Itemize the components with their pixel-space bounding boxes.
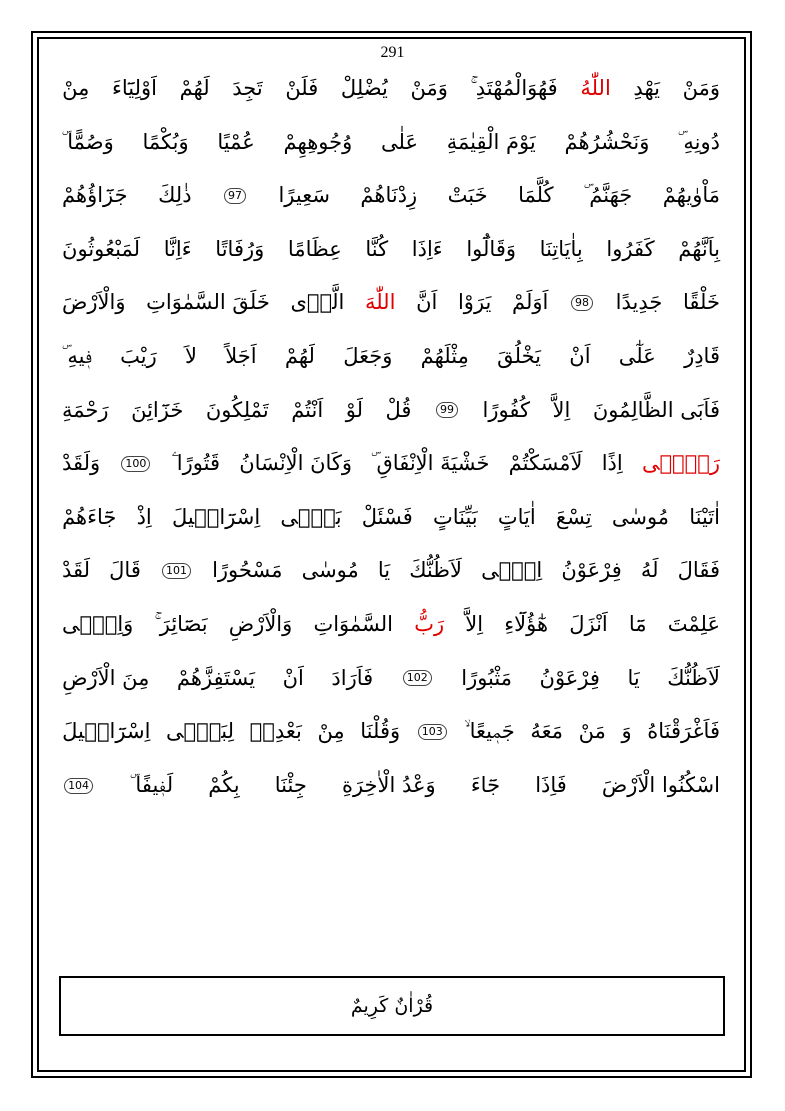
text-word: يَا bbox=[627, 665, 640, 690]
text-word: بِاَنَّهُمْ bbox=[678, 236, 720, 261]
text-word: الَّذٖى bbox=[290, 290, 345, 315]
text-line bbox=[62, 384, 720, 438]
text-word: يَسْتَفِزَّهُمْ bbox=[176, 665, 256, 690]
text-word: كُفُورًا bbox=[482, 397, 530, 422]
text-word: لَوْ bbox=[345, 397, 363, 422]
text-word: وَكَانَ الْاِنْسَانُ bbox=[239, 451, 353, 476]
text-word: مَاْوٰيهُمْ bbox=[662, 183, 720, 208]
text-word: وَبُكْمًا bbox=[142, 129, 189, 154]
divine-name-word: اللّٰهُ bbox=[580, 76, 611, 100]
text-word: يَهْدِ bbox=[633, 76, 660, 100]
text-word: اَنَّ bbox=[416, 290, 438, 315]
text-word: وَ bbox=[621, 719, 632, 744]
divine-name-word: اللّٰهَ bbox=[364, 290, 396, 315]
text-word: كُلَّمَا bbox=[518, 183, 554, 208]
text-line bbox=[62, 62, 720, 116]
text-word: لَاَظُنُّكَ bbox=[409, 558, 462, 583]
page-number: 291 bbox=[380, 44, 405, 61]
text-line bbox=[62, 437, 720, 491]
text-word: جَمٖيعًا ۙ bbox=[464, 719, 515, 744]
ayah-number-marker: 102 bbox=[403, 670, 432, 686]
text-word: سَعِيرًا bbox=[278, 183, 330, 208]
text-word: عَلِمْتَ bbox=[667, 611, 720, 636]
text-word: مِنَ الْاَرْضِ bbox=[62, 665, 150, 690]
text-word: اَوْلِيَٓاءَ bbox=[111, 76, 157, 100]
footer-box bbox=[59, 976, 725, 1036]
text-word: فَلَنْ bbox=[285, 76, 319, 100]
text-word: لاَ bbox=[185, 343, 197, 368]
text-word: جَٓاءَهُمْ bbox=[62, 504, 117, 529]
text-line bbox=[62, 116, 720, 170]
text-word: جَهَنَّمُ ۜ bbox=[584, 183, 633, 208]
text-word: يَرَوْا bbox=[457, 290, 492, 315]
text-line bbox=[62, 705, 720, 759]
text-word: اَوَلَمْ bbox=[512, 290, 549, 315]
text-word: قَتُورًا ۧ bbox=[171, 451, 221, 476]
footer-label: قُرْاٰنٌ كَرِيمٌ bbox=[350, 995, 434, 1017]
text-word: وَقَالُٓوا bbox=[466, 236, 517, 261]
text-word: اٰتَيْنَا bbox=[689, 504, 720, 529]
text-word: فَاَبَى الظَّالِمُونَ bbox=[592, 397, 720, 422]
text-word: رَيْبَ bbox=[120, 343, 157, 368]
text-word: مِنْ bbox=[317, 719, 345, 744]
text-word: جَزَٓاؤُهُمْ bbox=[62, 183, 128, 208]
text-word: مُوسٰى bbox=[301, 558, 359, 583]
text-word: مَنْ bbox=[578, 719, 606, 744]
text-word: اِلاَّ bbox=[552, 397, 571, 422]
text-word: تَمْلِكُونَ bbox=[205, 397, 269, 422]
divine-name-word: رَبُّ bbox=[414, 611, 445, 636]
text-word: وَمَنْ bbox=[682, 76, 720, 100]
text-word: مَثْبُورًا bbox=[461, 665, 512, 690]
text-word: وَقُلْنَا bbox=[360, 719, 401, 744]
text-word: دُونِهِ ۜ bbox=[678, 129, 720, 154]
text-word: مِنْ bbox=[62, 76, 90, 100]
text-word: قَادِرٌ bbox=[684, 343, 720, 368]
text-word: السَّمٰوَاتِ bbox=[313, 611, 394, 636]
text-word: بَنٖٓى bbox=[280, 504, 342, 529]
text-word: جَدِيدًا bbox=[615, 290, 663, 315]
text-word: اَنْ bbox=[569, 343, 591, 368]
text-word: قُلْ bbox=[385, 397, 412, 422]
text-word: ءَاِذَا bbox=[411, 236, 443, 261]
quran-text-block bbox=[62, 62, 720, 812]
text-word: لَهُ bbox=[640, 558, 659, 583]
text-word: اَنْ bbox=[282, 665, 304, 690]
text-word: يَخْلُقَ bbox=[497, 343, 541, 368]
text-word: مُوسٰى bbox=[611, 504, 670, 529]
text-word: يَوْمَ الْقِيٰمَةِ bbox=[446, 129, 536, 154]
text-word: اَجَلاً bbox=[225, 343, 257, 368]
text-word: اِلاَّ bbox=[465, 611, 484, 636]
text-word: خَبَتْ bbox=[447, 183, 488, 208]
text-word: خَلْقًا bbox=[683, 290, 720, 315]
text-line bbox=[62, 276, 720, 330]
text-word: وَالْاَرْضِ bbox=[228, 611, 293, 636]
text-word: لَاَظُنُّكَ bbox=[667, 665, 720, 690]
text-word: كُنَّا bbox=[365, 236, 389, 261]
text-line bbox=[62, 491, 720, 545]
text-word: كَفَرُوا bbox=[606, 236, 655, 261]
text-word: فَاَرَادَ bbox=[331, 665, 374, 690]
text-word: قَالَ bbox=[109, 558, 141, 583]
text-word: وَعْدُ الْاٰخِرَةِ bbox=[341, 772, 436, 797]
text-line bbox=[62, 652, 720, 706]
text-word: تِسْعَ bbox=[555, 504, 592, 529]
text-word: لِبَنٖٓى bbox=[166, 719, 235, 744]
text-word: لَمَبْعُوثُونَ bbox=[62, 236, 141, 261]
text-word: اِسْرَٓائٖيلَ bbox=[171, 504, 261, 529]
text-word: وَرُفَاتًا bbox=[215, 236, 265, 261]
text-word: فَاِذَا bbox=[535, 772, 567, 797]
text-word: فِرْعَوْنُ bbox=[561, 558, 622, 583]
text-word: خَشْيَةَ الْاِنْفَاقِ ۜ bbox=[371, 451, 490, 476]
text-word: خَلَقَ السَّمٰوَاتِ bbox=[146, 290, 270, 315]
text-word: مِثْلَهُمْ bbox=[420, 343, 469, 368]
text-word: فَسْئَلْ bbox=[361, 504, 413, 529]
text-word: فَاَغْرَقْنَاهُ bbox=[647, 719, 720, 744]
divine-name-word: رَبّٖٓى bbox=[641, 451, 720, 476]
text-word: اسْكُنُوا الْاَرْضَ bbox=[601, 772, 720, 797]
text-word: جَٓاءَ bbox=[470, 772, 501, 797]
text-word: رَحْمَةِ bbox=[62, 397, 109, 422]
text-word: لَقَدْ bbox=[62, 558, 91, 583]
ayah-number-marker: 98 bbox=[571, 295, 593, 311]
text-word: لَفٖيفًا ۜ bbox=[130, 772, 174, 797]
text-word: وَصُمًّا ۜ bbox=[62, 129, 114, 154]
text-word: اِذْ bbox=[136, 504, 152, 529]
text-word: عُمْيًا bbox=[217, 129, 255, 154]
ayah-number-marker: 103 bbox=[418, 724, 447, 740]
text-word: اِذًا bbox=[601, 451, 623, 476]
text-word: فِرْعَوْنُ bbox=[539, 665, 600, 690]
text-word: جِئْنَا bbox=[274, 772, 307, 797]
ayah-number-marker: 104 bbox=[64, 778, 93, 794]
text-word: اِنّٖى bbox=[481, 558, 543, 583]
text-word: مَٓا bbox=[628, 611, 647, 636]
text-line bbox=[62, 169, 720, 223]
text-word: اِسْرَٓائٖيلَ bbox=[62, 719, 151, 744]
text-line bbox=[62, 223, 720, 277]
text-word: لَهُمْ bbox=[179, 76, 210, 100]
text-word: اَنْزَلَ bbox=[569, 611, 608, 636]
text-word: مَعَهُ bbox=[530, 719, 564, 744]
text-word: وَمَنْ bbox=[410, 76, 448, 100]
text-word: ءَاِنَّا bbox=[163, 236, 192, 261]
ayah-number-marker: 101 bbox=[162, 563, 191, 579]
text-word: عِظَامًا bbox=[287, 236, 342, 261]
text-word: بِكُمْ bbox=[208, 772, 240, 797]
text-word: وُجُوهِهِمْ bbox=[283, 129, 353, 154]
text-word: وَنَحْشُرُهُمْ bbox=[564, 129, 650, 154]
text-word: اَنْتُمْ bbox=[291, 397, 324, 422]
text-word: لَهُمْ bbox=[284, 343, 315, 368]
text-word: خَزَٓائِنَ bbox=[131, 397, 184, 422]
text-word: تَجِدَ bbox=[232, 76, 263, 100]
text-word: بَيِّنَاتٍ bbox=[432, 504, 478, 529]
text-word: هٰٓؤُلَٓاءِ bbox=[504, 611, 549, 636]
text-word: بَصَٓائِرَ ۚ bbox=[154, 611, 208, 636]
text-word: عَلٰى bbox=[381, 129, 418, 154]
text-word: فٖيهِ ۜ bbox=[62, 343, 92, 368]
ayah-number-marker: 100 bbox=[121, 456, 150, 472]
text-word: عَلٰٓى bbox=[618, 343, 656, 368]
text-line bbox=[62, 330, 720, 384]
text-word: بَعْدِهٖ bbox=[249, 719, 302, 744]
text-word: فَهُوَالْمُهْتَدِ ۚ bbox=[470, 76, 558, 100]
text-line bbox=[62, 598, 720, 652]
text-line bbox=[62, 759, 720, 813]
text-word: يَا bbox=[377, 558, 391, 583]
text-word: وَجَعَلَ bbox=[343, 343, 393, 368]
text-word: ذٰلِكَ bbox=[158, 183, 192, 208]
text-word: فَقَالَ bbox=[677, 558, 720, 583]
text-word: وَالْاَرْضَ bbox=[62, 290, 126, 315]
text-word: زِدْنَاهُمْ bbox=[360, 183, 418, 208]
text-word: مَسْحُورًا bbox=[212, 558, 283, 583]
text-word: بِاٰيَاتِنَا bbox=[539, 236, 583, 261]
ayah-number-marker: 97 bbox=[224, 188, 246, 204]
text-word: لَاَمْسَكْتُمْ bbox=[508, 451, 583, 476]
ayah-number-marker: 99 bbox=[436, 402, 458, 418]
text-word: يُضْلِلْ bbox=[340, 76, 388, 100]
text-word: اٰيَاتٍ bbox=[497, 504, 536, 529]
text-word: وَلَقَدْ bbox=[62, 451, 101, 476]
text-word: وَاِنّٖى bbox=[62, 611, 134, 636]
text-line bbox=[62, 544, 720, 598]
